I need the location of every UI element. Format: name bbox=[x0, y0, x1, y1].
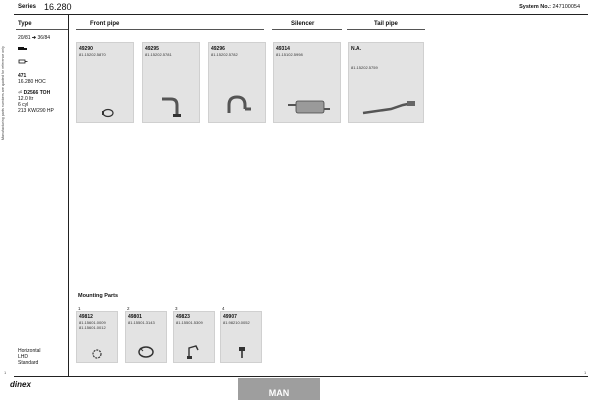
config-drive: LHD bbox=[18, 354, 29, 360]
part-number: 49314 bbox=[276, 46, 290, 52]
silencer-divider bbox=[272, 29, 342, 30]
model-code: 471 bbox=[18, 73, 27, 79]
series-number: 16.280 bbox=[44, 2, 72, 12]
config-version: Standard bbox=[18, 360, 39, 366]
system-number-label: System No.: bbox=[519, 4, 551, 10]
sidebar-divider bbox=[68, 14, 69, 376]
arrow-right-icon: ➔ bbox=[31, 35, 37, 41]
tail-pipe-icon bbox=[361, 99, 417, 117]
part-code: 81.15202.5759 bbox=[351, 65, 378, 70]
type-divider bbox=[16, 29, 68, 30]
model-name: 16.280 HOC bbox=[18, 79, 46, 85]
part-number: 49290 bbox=[79, 46, 93, 52]
part-card[interactable] bbox=[273, 42, 341, 123]
header-divider bbox=[14, 14, 588, 15]
part-card[interactable] bbox=[348, 42, 424, 123]
tail-pipe-heading: Tail pipe bbox=[374, 21, 398, 27]
clamp-band-icon bbox=[137, 345, 155, 359]
year-from: 20/81 bbox=[18, 35, 31, 41]
mount-index: 3 bbox=[175, 306, 178, 311]
engine-code: D2566 TOH bbox=[23, 90, 51, 96]
year-range bbox=[18, 35, 50, 41]
bolt-icon bbox=[237, 346, 247, 360]
bracket-ring-icon bbox=[91, 348, 103, 360]
system-number-value: 247100054 bbox=[552, 4, 580, 10]
page-marker-right: 1 bbox=[584, 370, 587, 375]
mount-index: 4 bbox=[222, 306, 225, 311]
part-code: 81.15202.5781 bbox=[145, 52, 172, 57]
part-code: 81.15202.5870 bbox=[79, 52, 106, 57]
part-number: 49812 bbox=[79, 314, 93, 320]
fuel-icon: ⏎ bbox=[18, 90, 23, 96]
part-number: 49907 bbox=[223, 314, 237, 320]
cylinders: 6 cyl bbox=[18, 102, 29, 108]
series-label: Series bbox=[18, 4, 37, 10]
engine-info bbox=[18, 90, 54, 114]
brand-tab: MAN bbox=[238, 378, 320, 400]
type-label: Type bbox=[18, 21, 32, 27]
year-to: 36/84 bbox=[37, 35, 51, 41]
system-number bbox=[519, 4, 580, 10]
part-card[interactable] bbox=[208, 42, 266, 123]
displacement: 12.0 ltr bbox=[18, 96, 34, 102]
mounting-card[interactable] bbox=[76, 311, 118, 363]
silencer-icon bbox=[286, 97, 332, 117]
part-number: N.A. bbox=[351, 46, 361, 52]
mounting-card[interactable] bbox=[173, 311, 215, 363]
mounting-card[interactable] bbox=[125, 311, 167, 363]
part-number: 49296 bbox=[211, 46, 225, 52]
part-code: 81.98210.0052 bbox=[223, 320, 250, 325]
clamp-ring-icon bbox=[101, 108, 115, 118]
mounting-card[interactable] bbox=[220, 311, 262, 363]
hanger-bracket-icon bbox=[186, 344, 200, 360]
truck-icon bbox=[18, 46, 28, 51]
footer-divider bbox=[14, 376, 588, 377]
configuration bbox=[18, 348, 41, 366]
u-bend-pipe-icon bbox=[225, 93, 253, 119]
part-code: 81.15601.0012 bbox=[79, 325, 106, 330]
part-code: 81.15601.0009 bbox=[79, 320, 106, 325]
silencer-heading: Silencer bbox=[291, 21, 315, 27]
part-code: 81.15102.5998 bbox=[276, 52, 303, 57]
part-number: 49823 bbox=[176, 314, 190, 320]
mounting-parts-title: Mounting Parts bbox=[78, 293, 119, 299]
part-code: 81.15202.5782 bbox=[211, 52, 238, 57]
front-pipe-heading: Front pipe bbox=[90, 21, 120, 27]
power: 213 KW/290 HP bbox=[18, 108, 54, 114]
part-number: 49801 bbox=[128, 314, 142, 320]
bent-pipe-icon bbox=[159, 95, 185, 119]
part-card[interactable] bbox=[76, 42, 134, 123]
dinex-logo: dinex bbox=[10, 380, 31, 389]
mount-index: 1 bbox=[78, 306, 81, 311]
tail-pipe-divider bbox=[347, 29, 425, 30]
engine-icon bbox=[18, 59, 28, 64]
part-number: 49295 bbox=[145, 46, 159, 52]
reference-note: Manufacturing parts numbers are quoted for reference only bbox=[1, 46, 5, 140]
mount-index: 2 bbox=[127, 306, 130, 311]
config-orientation: Horizontal bbox=[18, 348, 41, 354]
model-info bbox=[18, 73, 46, 85]
front-pipe-divider bbox=[76, 29, 264, 30]
page-marker-left: 1 bbox=[4, 370, 7, 375]
part-card[interactable] bbox=[142, 42, 200, 123]
part-code: 81.15501.5309 bbox=[176, 320, 203, 325]
part-code: 81.15501.3143 bbox=[128, 320, 155, 325]
